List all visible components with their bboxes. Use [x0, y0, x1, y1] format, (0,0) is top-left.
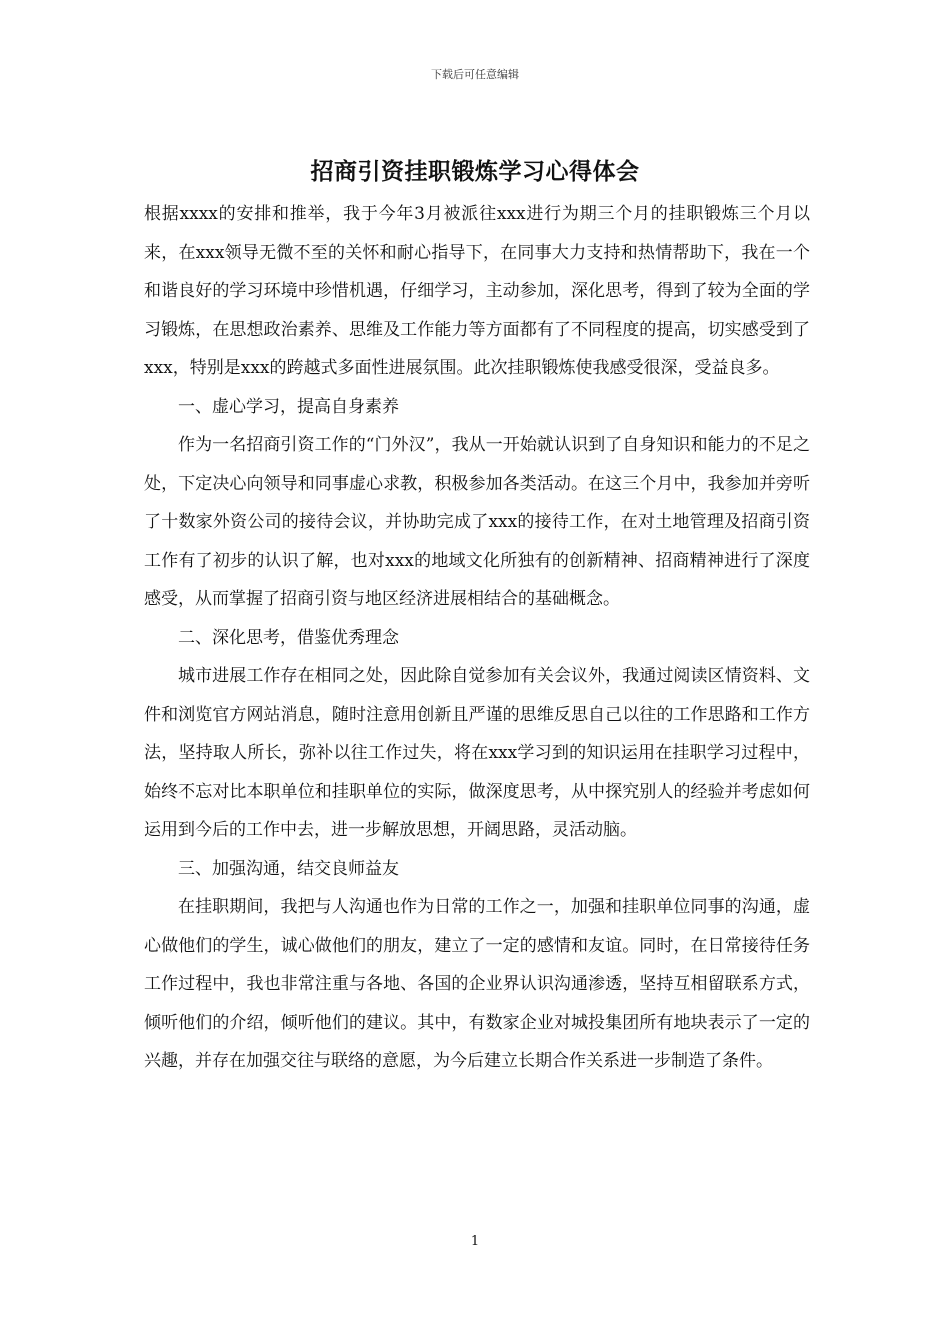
section-paragraph-3: 在挂职期间，我把与人沟通也作为日常的工作之一，加强和挂职单位同事的沟通，虚心做他们的学生，诚心做他们的朋友，建立了一定的感情和友谊。同时，在日常接待任务工作过程中，我也非常注重与各地、各国的企业界认识沟通渗透，坚持互相留联系方式，倾听他们的介绍，倾听他们的建议。其中，有数家企业对城投集团所有地块表示了一定的兴趣，并存在加强交往与联络的意愿，为今后建立长期合作关系进一步制造了条件。 [144, 897, 810, 1071]
intro-paragraph: 根据xxxx的安排和推举，我于今年3月被派往xxx进行为期三个月的挂职锻炼三个月以来，在xxx领导无微不至的关怀和耐心指导下，在同事大力支持和热情帮助下，我在一个和谐良好的学习环境中珍惜机遇，仔细学习，主动参加，深化思考，得到了较为全面的学习锻炼，在思想政治素养、思维及工作能力等方面都有了不同程度的提高，切实感受到了xxx，特别是xxx的跨越式多面性进展氛围。此次挂职锻炼使我感受很深，受益良多。 [144, 204, 810, 378]
document-body [144, 195, 810, 1081]
document-title: 招商引资挂职锻炼学习心得体会 [310, 158, 640, 185]
section-paragraph-1: 作为一名招商引资工作的“门外汉”，我从一开始就认识到了自身知识和能力的不足之处，下定决心向领导和同事虚心求教，积极参加各类活动。在这三个月中，我参加并旁听了十数家外资公司的接待会议，并协助完成了xxx的接待工作，在对土地管理及招商引资工作有了初步的认识了解，也对xxx的地域文化所独有的创新精神、招商精神进行了深度感受，从而掌握了招商引资与地区经济进展相结合的基础概念。 [144, 435, 810, 609]
section-heading-2: 二、深化思考，借鉴优秀理念 [178, 627, 399, 648]
section-heading-1: 一、虚心学习，提高自身素养 [178, 396, 399, 417]
page-number: 1 [470, 1234, 480, 1249]
section-paragraph-2: 城市进展工作存在相同之处，因此除自觉参加有关会议外，我通过阅读区情资料、文件和浏览官方网站消息，随时注意用创新且严谨的思维反思自己以往的工作思路和工作方法，坚持取人所长，弥补以往工作过失，将在xxx学习到的知识运用在挂职学习过程中，始终不忘对比本职单位和挂职单位的实际，做深度思考，从中探究别人的经验并考虑如何运用到今后的工作中去，进一步解放思想，开阔思路，灵活动脑。 [144, 666, 810, 840]
section-heading-3: 三、加强沟通，结交良师益友 [178, 858, 399, 879]
header-note: 下载后可任意编辑 [431, 68, 519, 81]
